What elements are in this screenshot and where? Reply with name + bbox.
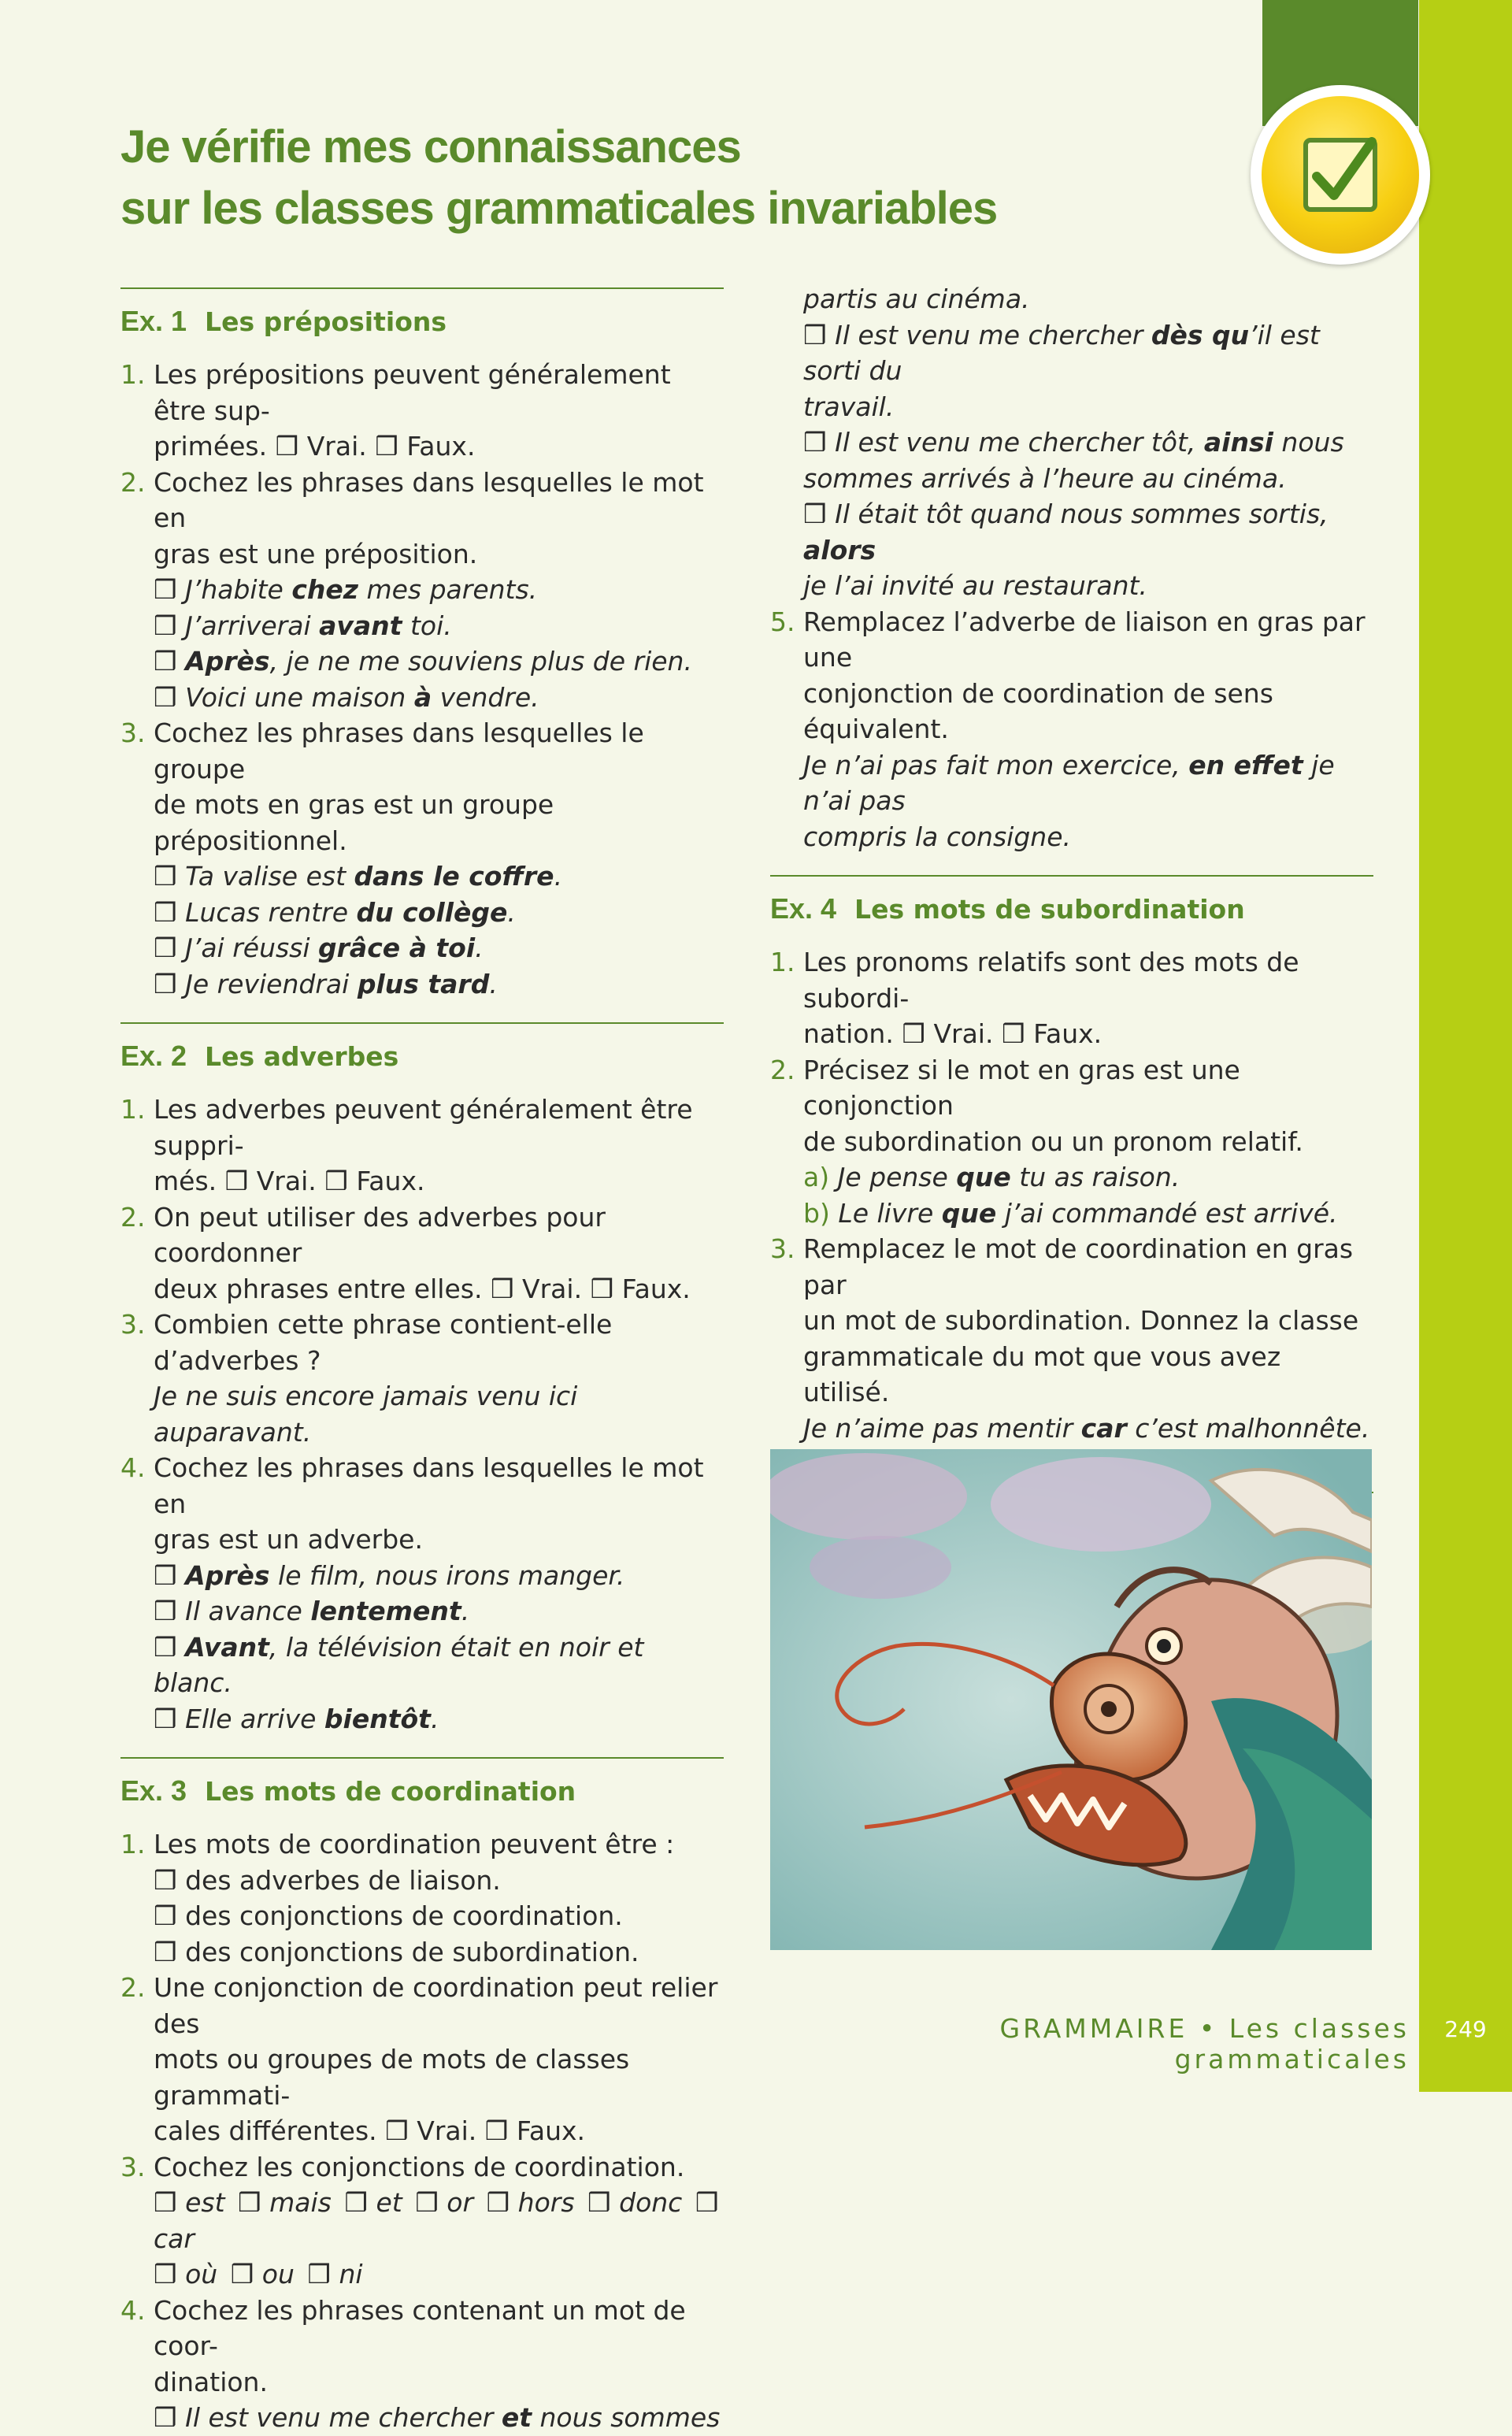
side-band xyxy=(1419,0,1512,2092)
checkbox-icon: ❒ xyxy=(375,431,398,462)
ex3-q2-text-b: mots ou groupes de mots de classes grammati- xyxy=(154,2044,630,2111)
option-bold: avant xyxy=(319,610,402,641)
option-text: des conjonctions de coordination. xyxy=(185,1900,623,1931)
option-text: Il avance xyxy=(185,1596,311,1626)
conj-option[interactable] xyxy=(587,2187,682,2218)
checkbox-icon: ❒ xyxy=(154,968,177,999)
ex4-heading xyxy=(770,891,1373,927)
option-bold: Après xyxy=(185,1559,270,1591)
checkbox-icon: ❒ xyxy=(154,1900,177,1931)
ex1-q3-option[interactable] xyxy=(120,966,724,1003)
ex2-q1-vrai-checkbox[interactable] xyxy=(225,1166,317,1196)
ex3-q2-vrai-checkbox[interactable] xyxy=(385,2115,476,2146)
ex1-q3-option[interactable] xyxy=(120,930,724,966)
option-bold: lentement xyxy=(310,1596,461,1626)
option-text: . xyxy=(507,896,516,928)
option-text: Ta valise est xyxy=(185,861,354,892)
ex1-q2 xyxy=(120,465,724,573)
sentence-bold: en effet xyxy=(1188,749,1303,780)
option-text: vendre. xyxy=(432,681,539,713)
ex1-q2-option[interactable] xyxy=(120,680,724,716)
checkbox-icon: ❒ xyxy=(154,1631,177,1663)
ex4-title: Les mots de subordination xyxy=(854,894,1245,925)
ex3-q4 xyxy=(120,2293,724,2401)
ex3-q5-text-b: conjonction de coordination de sens équivalent. xyxy=(803,677,1273,744)
ex3-title: Les mots de coordination xyxy=(205,1776,576,1807)
ex2-q4 xyxy=(120,1450,724,1558)
option-bold: et xyxy=(501,2402,532,2433)
checkbox-icon: ❒ xyxy=(230,2259,254,2290)
option-bold: plus tard xyxy=(357,968,490,999)
ex3-q1-option[interactable] xyxy=(120,1934,724,1971)
ex2-q1-number: 1. xyxy=(120,1094,146,1125)
ex2-q3 xyxy=(120,1307,724,1450)
sentence-text: Je n’ai pas fait mon exercice, xyxy=(803,749,1189,780)
checkbox-icon: ❒ xyxy=(154,1596,177,1626)
option-text: sommes arrivés à l’heure au cinéma. xyxy=(803,462,1287,494)
page-number: 249 xyxy=(1444,2016,1487,2042)
ex3-q4-option[interactable] xyxy=(770,425,1373,496)
ex3-q1-option[interactable] xyxy=(120,1863,724,1899)
sentence-bold: car xyxy=(1080,1412,1127,1444)
ex4-q2-sentence-b xyxy=(770,1196,1373,1232)
ex3-q5 xyxy=(770,604,1373,855)
option-text: Je reviendrai xyxy=(185,968,358,999)
faux-label: Faux. xyxy=(356,1166,425,1196)
option-text: . xyxy=(430,1703,439,1734)
option-bold: ainsi xyxy=(1203,427,1273,458)
option-text: Il est venu me chercher xyxy=(835,319,1151,350)
ex3-q1-option[interactable] xyxy=(120,1898,724,1934)
ex3-number: Ex. 3 xyxy=(120,1774,187,1807)
ex3-q5-text-a: Remplacez l’adverbe de liaison en gras par une xyxy=(803,606,1366,673)
conj-option[interactable] xyxy=(344,2187,402,2218)
ex2-q1-text-b: més. xyxy=(154,1166,217,1196)
ex3-q3-number: 3. xyxy=(120,2151,146,2182)
ex3-q2-faux-checkbox[interactable] xyxy=(485,2115,585,2146)
checkbox-icon: ❒ xyxy=(486,2187,510,2218)
option-bold: bientôt xyxy=(324,1703,431,1734)
checkmark-badge xyxy=(1251,85,1430,265)
ex3-q5-number: 5. xyxy=(770,606,795,637)
ex1-heading xyxy=(120,303,724,339)
option-text: Il était tôt quand nous sommes sortis, xyxy=(835,499,1329,529)
footer-section-label: GRAMMAIRE xyxy=(999,2013,1188,2044)
ex4-q3 xyxy=(770,1231,1373,1446)
conj-option[interactable] xyxy=(307,2259,362,2290)
ex3-q4-option[interactable] xyxy=(770,317,1373,425)
option-text: mes parents. xyxy=(358,574,538,605)
ex1-q3-option[interactable] xyxy=(120,858,724,895)
vrai-label: Vrai. xyxy=(417,2115,477,2146)
ex2-q4-option[interactable] xyxy=(120,1558,724,1594)
ex1-q2-text-b: gras est une préposition. xyxy=(154,538,478,569)
ex2-number: Ex. 2 xyxy=(120,1040,187,1072)
conj-label: donc xyxy=(619,2187,683,2218)
badge-circle xyxy=(1262,96,1419,254)
ex1-q2-text-a: Cochez les phrases dans lesquelles le mot en xyxy=(154,466,704,533)
option-text: . xyxy=(461,1596,470,1626)
option-text: des conjonctions de subordination. xyxy=(185,1936,639,1967)
checkbox-icon: ❒ xyxy=(154,2402,177,2433)
footer-subsection: Les classes grammaticales xyxy=(1174,2013,1410,2074)
faux-label: Faux. xyxy=(1033,1018,1102,1049)
ex4-number: Ex. 4 xyxy=(770,892,837,925)
option-bold: dès qu xyxy=(1151,319,1250,350)
ex1-q2-option[interactable] xyxy=(120,608,724,644)
checkbox-icon: ❒ xyxy=(154,1864,177,1896)
ex3-q4-text-b: dination. xyxy=(154,2366,268,2397)
option-text: J’habite xyxy=(185,574,292,605)
ex4-rule xyxy=(770,875,1373,877)
left-column xyxy=(120,287,724,2436)
ex1-q1-text-b: primées. xyxy=(154,431,268,462)
checkbox-icon: ❒ xyxy=(154,681,177,713)
ex1-q3-text-b: de mots en gras est un groupe prépositionnel. xyxy=(154,789,554,856)
vrai-label: Vrai. xyxy=(522,1273,583,1304)
ex2-q3-number: 3. xyxy=(120,1309,146,1340)
checkbox-icon: ❒ xyxy=(154,610,177,641)
conj-option[interactable] xyxy=(238,2187,332,2218)
option-text: . xyxy=(475,933,484,963)
ex2-q1-faux-checkbox[interactable] xyxy=(324,1166,424,1196)
ex3-q4-option[interactable] xyxy=(770,496,1373,604)
ex2-heading xyxy=(120,1038,724,1074)
ex2-q1 xyxy=(120,1092,724,1199)
ex2-q3-sentence: Je ne suis encore jamais venu ici auparavant. xyxy=(154,1381,578,1448)
checkbox-icon: ❒ xyxy=(415,2187,439,2218)
ex2-q2-number: 2. xyxy=(120,1201,146,1233)
ex2-q4-text-a: Cochez les phrases dans lesquelles le mot en xyxy=(154,1452,704,1519)
option-text: Il est venu me chercher tôt, xyxy=(835,427,1204,458)
option-text: Il est venu me chercher xyxy=(185,2402,502,2433)
option-bold: alors xyxy=(803,534,876,565)
option-bold: à xyxy=(413,681,432,713)
ex3-q1 xyxy=(120,1826,724,1863)
ex1-q1 xyxy=(120,357,724,465)
conj-label: est xyxy=(185,2187,225,2218)
ex3-q3-options-line-2 xyxy=(120,2256,724,2293)
ex1-title: Les prépositions xyxy=(205,306,447,337)
title-line-1: Je vérifie mes connaissances xyxy=(120,121,741,172)
ex3-q2-text-c: cales différentes. xyxy=(154,2115,377,2146)
ex2-q4-number: 4. xyxy=(120,1452,146,1483)
ex2-q2-text-a: On peut utiliser des adverbes pour coordonner xyxy=(154,1201,606,1268)
checkbox-icon: ❒ xyxy=(902,1018,925,1049)
ex4-q1-faux-checkbox[interactable] xyxy=(1002,1018,1102,1049)
conj-option[interactable] xyxy=(487,2187,575,2218)
ex4-q3-number: 3. xyxy=(770,1233,795,1264)
checkbox-icon: ❒ xyxy=(224,1166,249,1196)
option-text: des adverbes de liaison. xyxy=(185,1864,501,1896)
checkbox-icon: ❒ xyxy=(154,1703,177,1734)
vrai-label: Vrai. xyxy=(256,1166,317,1196)
option-text: Lucas rentre xyxy=(185,896,357,928)
faux-label: Faux. xyxy=(621,1273,691,1304)
ex4-q2-number: 2. xyxy=(770,1054,795,1085)
checkbox-icon: ❒ xyxy=(154,2187,177,2218)
checkmark-icon xyxy=(1303,137,1378,213)
dragon-illustration xyxy=(770,1449,1372,1950)
conj-label: où xyxy=(185,2259,218,2290)
checkbox-icon: ❒ xyxy=(307,2259,331,2290)
title-line-2: sur les classes grammaticales invariables xyxy=(120,183,998,234)
checkbox-icon: ❒ xyxy=(1001,1018,1025,1049)
option-text: partis au cinéma. xyxy=(803,284,1030,314)
ex1-q3 xyxy=(120,715,724,858)
checkbox-icon: ❒ xyxy=(587,2187,611,2218)
checkbox-icon: ❒ xyxy=(484,2115,509,2146)
checkbox-icon: ❒ xyxy=(490,1273,514,1304)
option-text: travail. xyxy=(803,391,895,422)
conj-option[interactable] xyxy=(415,2187,473,2218)
ex3-q4-option-continued xyxy=(770,281,1373,317)
ex2-q4-option[interactable] xyxy=(120,1593,724,1630)
ex4-q3-text-c: grammaticale du mot que vous avez utilisé. xyxy=(803,1340,1281,1407)
sentence-letter: b) xyxy=(803,1197,830,1229)
sentence-text: compris la consigne. xyxy=(803,821,1071,852)
checkbox-icon: ❒ xyxy=(695,2187,719,2218)
checkbox-icon: ❒ xyxy=(154,2259,177,2290)
option-text: je l’ai invité au restaurant. xyxy=(803,570,1147,601)
conj-label: et xyxy=(376,2187,402,2218)
ex4-q3-text-b: un mot de subordination. Donnez la classe xyxy=(803,1305,1359,1336)
checkbox-icon: ❒ xyxy=(803,427,827,458)
checkbox-icon: ❒ xyxy=(154,861,177,892)
option-text: Voici une maison xyxy=(185,681,414,713)
checkbox-icon: ❒ xyxy=(154,1559,177,1591)
option-text: . xyxy=(554,861,563,892)
checkbox-icon: ❒ xyxy=(154,574,177,605)
ex4-q1-text-b: nation. xyxy=(803,1018,894,1049)
ex1-q1-number: 1. xyxy=(120,359,146,390)
ex1-q2-number: 2. xyxy=(120,466,146,498)
checkbox-icon: ❒ xyxy=(803,319,827,350)
checkbox-icon: ❒ xyxy=(385,2115,409,2146)
dragon-image xyxy=(770,1449,1372,1950)
option-text: Elle arrive xyxy=(185,1703,324,1734)
ex3-rule xyxy=(120,1757,724,1759)
ex4-q2-text-b: de subordination ou un pronom relatif. xyxy=(803,1125,1303,1157)
checkbox-icon: ❒ xyxy=(344,2187,368,2218)
faux-label: Faux. xyxy=(516,2115,585,2146)
ex1-q2-option[interactable] xyxy=(120,572,724,608)
sentence-text: Je pense xyxy=(837,1162,957,1192)
ex1-rule xyxy=(120,287,724,289)
conj-label: or xyxy=(447,2187,474,2218)
ex3-q2-text-a: Une conjonction de coordination peut relier des xyxy=(154,1972,718,2039)
checkbox-icon: ❒ xyxy=(154,646,177,677)
conj-label: mais xyxy=(269,2187,332,2218)
option-text: nous xyxy=(1273,427,1344,458)
ex1-q2-option[interactable] xyxy=(120,643,724,680)
checkbox-icon: ❒ xyxy=(238,2187,261,2218)
conj-label: hors xyxy=(517,2187,575,2218)
ex4-q1 xyxy=(770,944,1373,1052)
ex1-q1-vrai-checkbox[interactable] xyxy=(276,431,367,462)
ex3-q3 xyxy=(120,2149,724,2186)
ex3-q4-option[interactable] xyxy=(120,2400,724,2436)
ex4-q3-text-a: Remplacez le mot de coordination en gras par xyxy=(803,1233,1354,1300)
footer-bullet: • xyxy=(1199,2013,1218,2044)
option-text: J’ai réussi xyxy=(185,933,319,963)
conj-label: ni xyxy=(339,2259,363,2290)
checkbox-icon: ❒ xyxy=(275,431,299,462)
sentence-text: c’est malhonnête. xyxy=(1126,1412,1370,1444)
sentence-text: Le livre xyxy=(838,1197,942,1229)
conj-option[interactable] xyxy=(154,2259,217,2290)
ex3-q2-number: 2. xyxy=(120,1972,146,2003)
ex3-q3-text: Cochez les conjonctions de coordination. xyxy=(154,2151,685,2182)
vrai-label: Vrai. xyxy=(933,1018,994,1049)
option-text: , je ne me souviens plus de rien. xyxy=(269,646,692,677)
ex1-q1-vrai-label: Vrai. xyxy=(306,431,367,462)
ex3-heading xyxy=(120,1773,724,1809)
ex2-title: Les adverbes xyxy=(205,1041,399,1072)
option-bold: Avant xyxy=(185,1631,269,1663)
conj-option[interactable] xyxy=(154,2187,225,2218)
checkbox-icon: ❒ xyxy=(154,896,177,928)
option-bold: du collège xyxy=(356,896,508,928)
ex4-q2-text-a: Précisez si le mot en gras est une conjonction xyxy=(803,1054,1240,1121)
ex1-q3-option[interactable] xyxy=(120,895,724,931)
ex2-q4-option[interactable] xyxy=(120,1630,724,1701)
ex3-q2 xyxy=(120,1970,724,2149)
ex4-q2-sentence-a xyxy=(770,1159,1373,1196)
checkbox-icon: ❒ xyxy=(154,1936,177,1967)
option-text: J’arriverai xyxy=(185,610,320,641)
ex2-rule xyxy=(120,1022,724,1024)
checkbox-icon: ❒ xyxy=(590,1273,614,1304)
ex1-q3-text-a: Cochez les phrases dans lesquelles le groupe xyxy=(154,717,644,784)
ex1-number: Ex. 1 xyxy=(120,305,187,337)
ex3-q3-options-line-1 xyxy=(120,2185,724,2256)
sentence-letter: a) xyxy=(803,1162,830,1192)
option-text: ’il est sorti du xyxy=(803,319,1320,386)
page-title xyxy=(120,117,1144,239)
option-bold: grâce à toi xyxy=(318,933,476,963)
ex4-q1-text-a: Les pronoms relatifs sont des mots de subordi- xyxy=(803,947,1299,1014)
ex3-q4-number: 4. xyxy=(120,2294,146,2326)
option-bold: Après xyxy=(185,646,270,677)
option-text: toi. xyxy=(402,610,452,641)
ex1-q1-faux-checkbox[interactable] xyxy=(375,431,475,462)
ex2-q2-faux-checkbox[interactable] xyxy=(591,1274,691,1304)
ex1-q1-faux-label: Faux. xyxy=(406,431,476,462)
checkbox-icon: ❒ xyxy=(154,933,177,963)
sentence-text: j’ai commandé est arrivé. xyxy=(996,1197,1338,1229)
option-text: nous sommes xyxy=(532,2402,721,2433)
ex1-q3-number: 3. xyxy=(120,717,146,748)
option-bold: chez xyxy=(291,574,358,605)
conj-option[interactable] xyxy=(231,2259,295,2290)
ex2-q1-text-a: Les adverbes peuvent généralement être suppri- xyxy=(154,1094,693,1161)
ex1-q1-text-a: Les prépositions peuvent généralement être sup- xyxy=(154,359,671,426)
footer-section xyxy=(819,2013,1410,2074)
sentence-bold: que xyxy=(941,1197,997,1229)
ex4-q2 xyxy=(770,1052,1373,1160)
ex2-q4-option[interactable] xyxy=(120,1701,724,1737)
ex3-q4-text-a: Cochez les phrases contenant un mot de coor- xyxy=(154,2294,686,2361)
ex2-q4-text-b: gras est un adverbe. xyxy=(154,1524,423,1555)
ex2-q3-text-a: Combien cette phrase contient-elle d’adverbes ? xyxy=(154,1309,613,1376)
option-text: . xyxy=(489,968,498,999)
ex4-q1-number: 1. xyxy=(770,947,795,977)
ex3-q1-number: 1. xyxy=(120,1829,146,1859)
conj-label: ou xyxy=(261,2259,295,2290)
sentence-text: tu as raison. xyxy=(1010,1162,1180,1192)
option-text: , la télévision était en noir et blanc. xyxy=(154,1631,644,1698)
ex4-q1-vrai-checkbox[interactable] xyxy=(902,1018,993,1049)
ex2-q2-vrai-checkbox[interactable] xyxy=(491,1274,582,1304)
sentence-text: Je n’aime pas mentir xyxy=(803,1412,1081,1444)
ex2-q2-text-b: deux phrases entre elles. xyxy=(154,1273,483,1304)
checkbox-icon: ❒ xyxy=(803,499,827,529)
sentence-bold: que xyxy=(956,1162,1011,1192)
checkbox-icon: ❒ xyxy=(324,1166,348,1196)
sentence-text: je n’ai pas xyxy=(803,749,1335,816)
ex3-q1-text: Les mots de coordination peuvent être : xyxy=(154,1829,675,1859)
option-bold: dans le coffre xyxy=(354,861,554,892)
ex2-q2 xyxy=(120,1199,724,1307)
option-text: le film, nous irons manger. xyxy=(269,1559,625,1591)
conj-label: car xyxy=(154,2223,195,2254)
